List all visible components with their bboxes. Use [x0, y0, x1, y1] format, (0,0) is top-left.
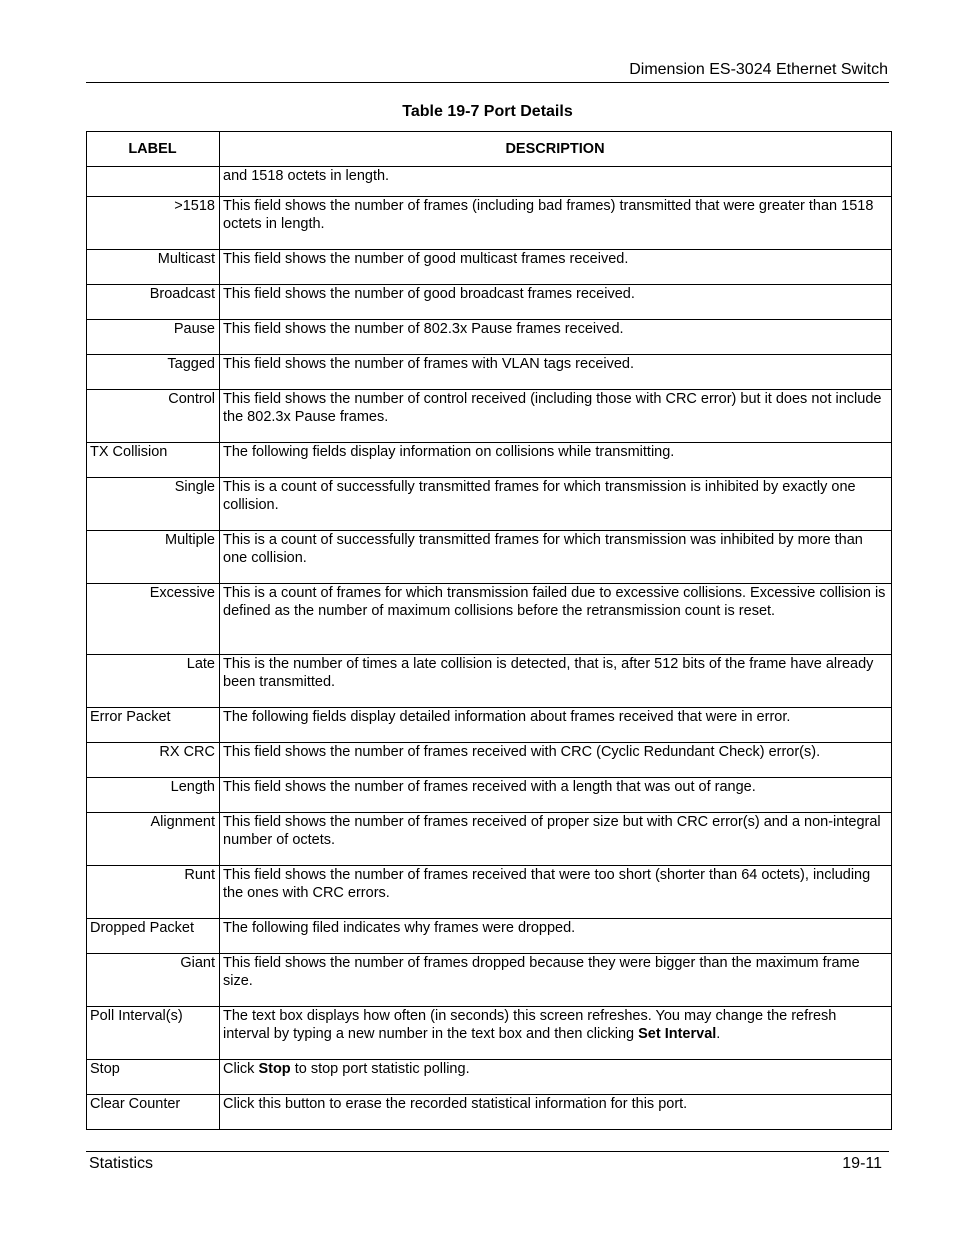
- row-description: This field shows the number of 802.3x Pause frames received.: [220, 320, 892, 355]
- row-label: Stop: [87, 1060, 220, 1095]
- table-row: [87, 1007, 892, 1060]
- table-row: [87, 743, 892, 778]
- table-row: [87, 655, 892, 708]
- row-label: Dropped Packet: [87, 919, 220, 954]
- row-description: The following filed indicates why frames were dropped.: [220, 919, 892, 954]
- row-label: Excessive: [87, 584, 220, 655]
- row-label: Poll Interval(s): [87, 1007, 220, 1060]
- row-label: Single: [87, 478, 220, 531]
- table-row: [87, 320, 892, 355]
- table-row: [87, 954, 892, 1007]
- table-row: [87, 813, 892, 866]
- table-row: [87, 355, 892, 390]
- header-rule: [86, 82, 889, 83]
- row-label: Tagged: [87, 355, 220, 390]
- row-description: This field shows the number of frames dropped because they were bigger than the maximum frame size.: [220, 954, 892, 1007]
- table-row: [87, 478, 892, 531]
- description-text: Click: [223, 1061, 259, 1077]
- row-description: [220, 1007, 892, 1060]
- row-description: and 1518 octets in length.: [220, 167, 892, 197]
- row-description: Click this button to erase the recorded statistical information for this port.: [220, 1095, 892, 1130]
- table-row: [87, 390, 892, 443]
- table-row: [87, 197, 892, 250]
- row-description: This is the number of times a late collision is detected, that is, after 512 bits of the frame have already been transmitted.: [220, 655, 892, 708]
- row-description: This field shows the number of frames with VLAN tags received.: [220, 355, 892, 390]
- table-row: [87, 1060, 892, 1095]
- description-text: The text box displays how often (in seconds) this screen refreshes. You may change the refresh interval by typing a new number in the text box and then clicking: [223, 1008, 837, 1042]
- row-label: Alignment: [87, 813, 220, 866]
- footer-rule: [86, 1151, 889, 1152]
- description-bold-term: Set Interval: [638, 1026, 717, 1042]
- table-row: [87, 285, 892, 320]
- row-description: This field shows the number of frames received with a length that was out of range.: [220, 778, 892, 813]
- description-text: .: [716, 1026, 721, 1042]
- row-label: Giant: [87, 954, 220, 1007]
- row-description: This field shows the number of good multicast frames received.: [220, 250, 892, 285]
- column-header-description: DESCRIPTION: [220, 132, 892, 167]
- row-label: Runt: [87, 866, 220, 919]
- row-label: Multicast: [87, 250, 220, 285]
- row-description: This field shows the number of good broadcast frames received.: [220, 285, 892, 320]
- row-description: This field shows the number of frames (including bad frames) transmitted that were greater than 1518 octets in length.: [220, 197, 892, 250]
- table-row: [87, 778, 892, 813]
- row-label: Clear Counter: [87, 1095, 220, 1130]
- table-row: [87, 866, 892, 919]
- row-label: Pause: [87, 320, 220, 355]
- row-description: This field shows the number of control received (including those with CRC error) but it does not include the 802.3x Pause frames.: [220, 390, 892, 443]
- row-description: The following fields display detailed information about frames received that were in error.: [220, 708, 892, 743]
- row-label: Broadcast: [87, 285, 220, 320]
- port-details-table: [86, 131, 892, 1130]
- row-label: Late: [87, 655, 220, 708]
- row-description: This is a count of successfully transmitted frames for which transmission is inhibited by exactly one collision.: [220, 478, 892, 531]
- description-bold-term: Stop: [258, 1061, 291, 1077]
- table-title: Table 19-7 Port Details: [402, 103, 573, 120]
- running-header: Dimension ES-3024 Ethernet Switch: [629, 61, 888, 78]
- row-description: [220, 1060, 892, 1095]
- table-row: [87, 167, 892, 197]
- table-row: [87, 584, 892, 655]
- row-label: Error Packet: [87, 708, 220, 743]
- row-label: >1518: [87, 197, 220, 250]
- row-description: This is a count of successfully transmitted frames for which transmission was inhibited by more than one collision.: [220, 531, 892, 584]
- table-row: [87, 531, 892, 584]
- row-label: Control: [87, 390, 220, 443]
- table-body: [87, 167, 892, 1130]
- table-header-row: [87, 132, 892, 167]
- row-description: This field shows the number of frames received of proper size but with CRC error(s) and a non-integral number of octets.: [220, 813, 892, 866]
- row-description: The following fields display information on collisions while transmitting.: [220, 443, 892, 478]
- row-label: Multiple: [87, 531, 220, 584]
- row-label: [87, 167, 220, 197]
- table-row: [87, 708, 892, 743]
- table-row: [87, 1095, 892, 1130]
- row-description: This field shows the number of frames received with CRC (Cyclic Redundant Check) error(s).: [220, 743, 892, 778]
- description-text: to stop port statistic polling.: [290, 1061, 470, 1077]
- table-row: [87, 443, 892, 478]
- table-row: [87, 919, 892, 954]
- row-label: Length: [87, 778, 220, 813]
- row-label: RX CRC: [87, 743, 220, 778]
- row-label: TX Collision: [87, 443, 220, 478]
- column-header-label: LABEL: [87, 132, 220, 167]
- row-description: This is a count of frames for which transmission failed due to excessive collisions. Excessive collision is defined as the number of maximum collisions before the retransmission count is reset.: [220, 584, 892, 655]
- footer-page-number: 19-11: [842, 1155, 882, 1172]
- footer-section: Statistics: [89, 1155, 154, 1172]
- row-description: This field shows the number of frames received that were too short (shorter than 64 octets), including the ones with CRC errors.: [220, 866, 892, 919]
- table-row: [87, 250, 892, 285]
